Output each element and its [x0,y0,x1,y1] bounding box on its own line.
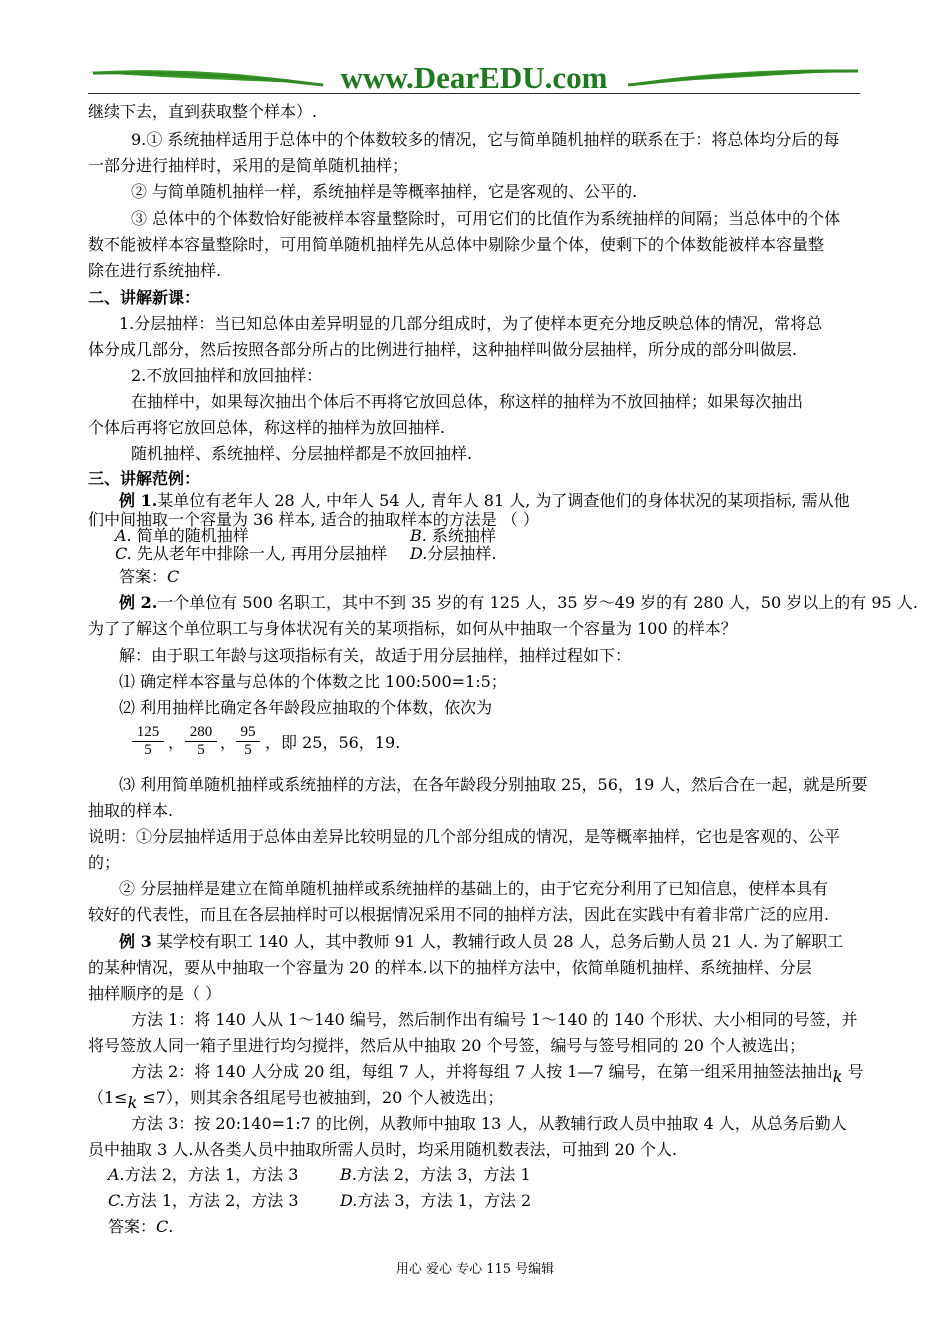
paragraph-line: 为了了解这个单位职工与身体状况有关的某项指标，如何从中抽取一个容量为 100 的样本？ [88,619,737,638]
paragraph-line: ③ 总体中的个体数恰好能被样本容量整除时，可用它们的比值作为系统抽样的间隔；当总体中的个体 [131,209,841,228]
answer-line: 答案：C. [108,1217,174,1236]
paragraph-line: 解：由于职工年龄与这项指标有关，故适于用分层抽样，抽样过程如下： [119,646,632,665]
paragraph-line: 员中抽取 3 人.从各类人员中抽取所需人员时，均采用随机数表法，可抽到 20 个人. [88,1140,678,1159]
header-rule [88,93,860,94]
page-footer: 用心 爱心 专心 115 号编辑 [395,1262,555,1277]
option-a: A.方法 2，方法 1，方法 3 [108,1165,299,1184]
site-banner [88,58,860,94]
paragraph-line: 的某种情况，要从中抽取一个容量为 20 的样本.以下的抽样方法中，依简单随机抽样、系统抽样、分层 [88,958,812,977]
paragraph-line: ⑶ 利用简单随机抽样或系统抽样的方法，在各年龄段分别抽取 25，56，19 人，然后合在一起，就是所要 [119,775,868,794]
paragraph-line: 说明：①分层抽样适用于总体由差异比较明显的几个部分组成的情况，是等概率抽样，它也是客观的、公平 [88,827,841,846]
paragraph-line: 方法 1：将 140 人从 1～140 编号，然后制作出有编号 1～140 的 140 个形状、大小相同的号签，并 [131,1010,858,1029]
example-label: 例 3 [119,932,152,951]
paragraph-line: 抽样顺序的是（ ） [88,984,222,1003]
paragraph-line: 一部分进行抽样时，采用的是简单随机抽样； [88,156,409,175]
paragraph-line: 体分成几部分，然后按照各部分所占的比例进行抽样，这种抽样叫做分层抽样，所分成的部分叫做层. [88,340,798,359]
paragraph-line: ⑵ 利用抽样比确定各年龄段应抽取的个体数，依次为 [119,698,493,717]
fraction-95-5: 95 5 [236,724,260,759]
paragraph-line: 1.分层抽样：当已知总体由差异明显的几部分组成时，为了使样本更充分地反映总体的情况，常将总 [119,314,823,333]
paragraph-line: 抽取的样本. [88,801,174,820]
site-logo[interactable]: www.DearEDU.com [340,60,608,95]
option-c: C. 先从老年中排除一人, 再用分层抽样 [115,544,388,563]
paragraph-line: 较好的代表性，而且在各层抽样时可以根据情况采用不同的抽样方法，因此在实践中有着非常广泛的应用. [88,905,830,924]
paragraph-line: ② 与简单随机抽样一样，系统抽样是等概率抽样，它是客观的、公平的. [131,182,638,201]
paragraph-line: ⑴ 确定样本容量与总体的个体数之比 100:500=1:5； [119,672,507,691]
section-heading: 三、讲解范例： [88,469,201,488]
option-d: D.方法 3，方法 1，方法 2 [340,1191,532,1210]
paragraph-line: 2.不放回抽样和放回抽样： [131,366,323,385]
paragraph-line: 方法 3：按 20:140=1:7 的比例，从教师中抽取 13 人，从教辅行政人员中抽取 4 人，从总务后勤人 [131,1114,847,1133]
example-2-question: 例 2.一个单位有 500 名职工，其中不到 35 岁的有 125 人，35 岁～49 岁的有 280 人，50 岁以上的有 95 人. [119,593,918,612]
paragraph-line: 数不能被样本容量整除时，可用简单随机抽样先从总体中剔除少量个体，使剩下的个体数能被样本容量整 [88,235,825,254]
paragraph-line: 继续下去，直到获取整个样本）. [88,102,318,121]
answer-line: 答案：C [119,567,180,586]
paragraph-line: （1≤k ≤7），则其余各组尾号也被抽到，20 个人被选出； [88,1088,504,1112]
option-c: C.方法 1，方法 2，方法 3 [108,1191,299,1210]
example-label: 例 1. [119,491,158,510]
option-b: B. 系统抽样 [410,526,496,545]
paragraph-line: 随机抽样、系统抽样、分层抽样都是不放回抽样. [131,444,473,463]
option-a: A. 简单的随机抽样 [115,526,249,545]
example-label: 例 2. [119,593,158,612]
paragraph-line: 方法 2：将 140 人分成 20 组，每组 7 人，并将每组 7 人按 1—7 编号，在第一组采用抽签法抽出k 号 [131,1062,864,1086]
fraction-125-5: 125 5 [132,724,164,759]
paragraph-line: 将号签放人同一箱子里进行均匀搅拌，然后从中抽取 20 个号签，编号与签号相同的 20 个人被选出； [88,1036,806,1055]
example-1-question: 例 1.某单位有老年人 28 人, 中年人 54 人, 青年人 81 人, 为了调查他们的身体状况的某项指标, 需从他 [119,491,850,510]
paragraph-line: 除在进行系统抽样. [88,261,222,280]
example-3-question: 例 3 某学校有职工 140 人，其中教师 91 人，教辅行政人员 28 人，总务后勤人员 21 人. 为了解职工 [119,932,844,951]
paragraph-line: 们中间抽取一个容量为 36 样本, 适合的抽取样本的方法是 （ ） [88,510,539,529]
paragraph-line: 个体后再将它放回总体，称这样的抽样为放回抽样. [88,418,446,437]
paragraph-line: 9.① 系统抽样适用于总体中的个体数较多的情况，它与简单随机抽样的联系在于：将总体均分后的每 [131,130,840,149]
fraction-results: ，即 25，56，19. [265,733,401,752]
fraction-280-5: 280 5 [185,724,217,759]
option-b: B.方法 2，方法 3，方法 1 [340,1165,531,1184]
paragraph-line: 在抽样中，如果每次抽出个体后不再将它放回总体，称这样的抽样为不放回抽样；如果每次抽出 [131,392,804,411]
paragraph-line: 的； [88,853,121,872]
paragraph-line: ② 分层抽样是建立在简单随机抽样或系统抽样的基础上的，由于它充分利用了已知信息，使样本具有 [119,879,829,898]
section-heading: 二、讲解新课： [88,288,201,307]
comma: ， [168,733,185,752]
option-d: D.分层抽样. [410,544,497,563]
comma: ， [220,733,237,752]
